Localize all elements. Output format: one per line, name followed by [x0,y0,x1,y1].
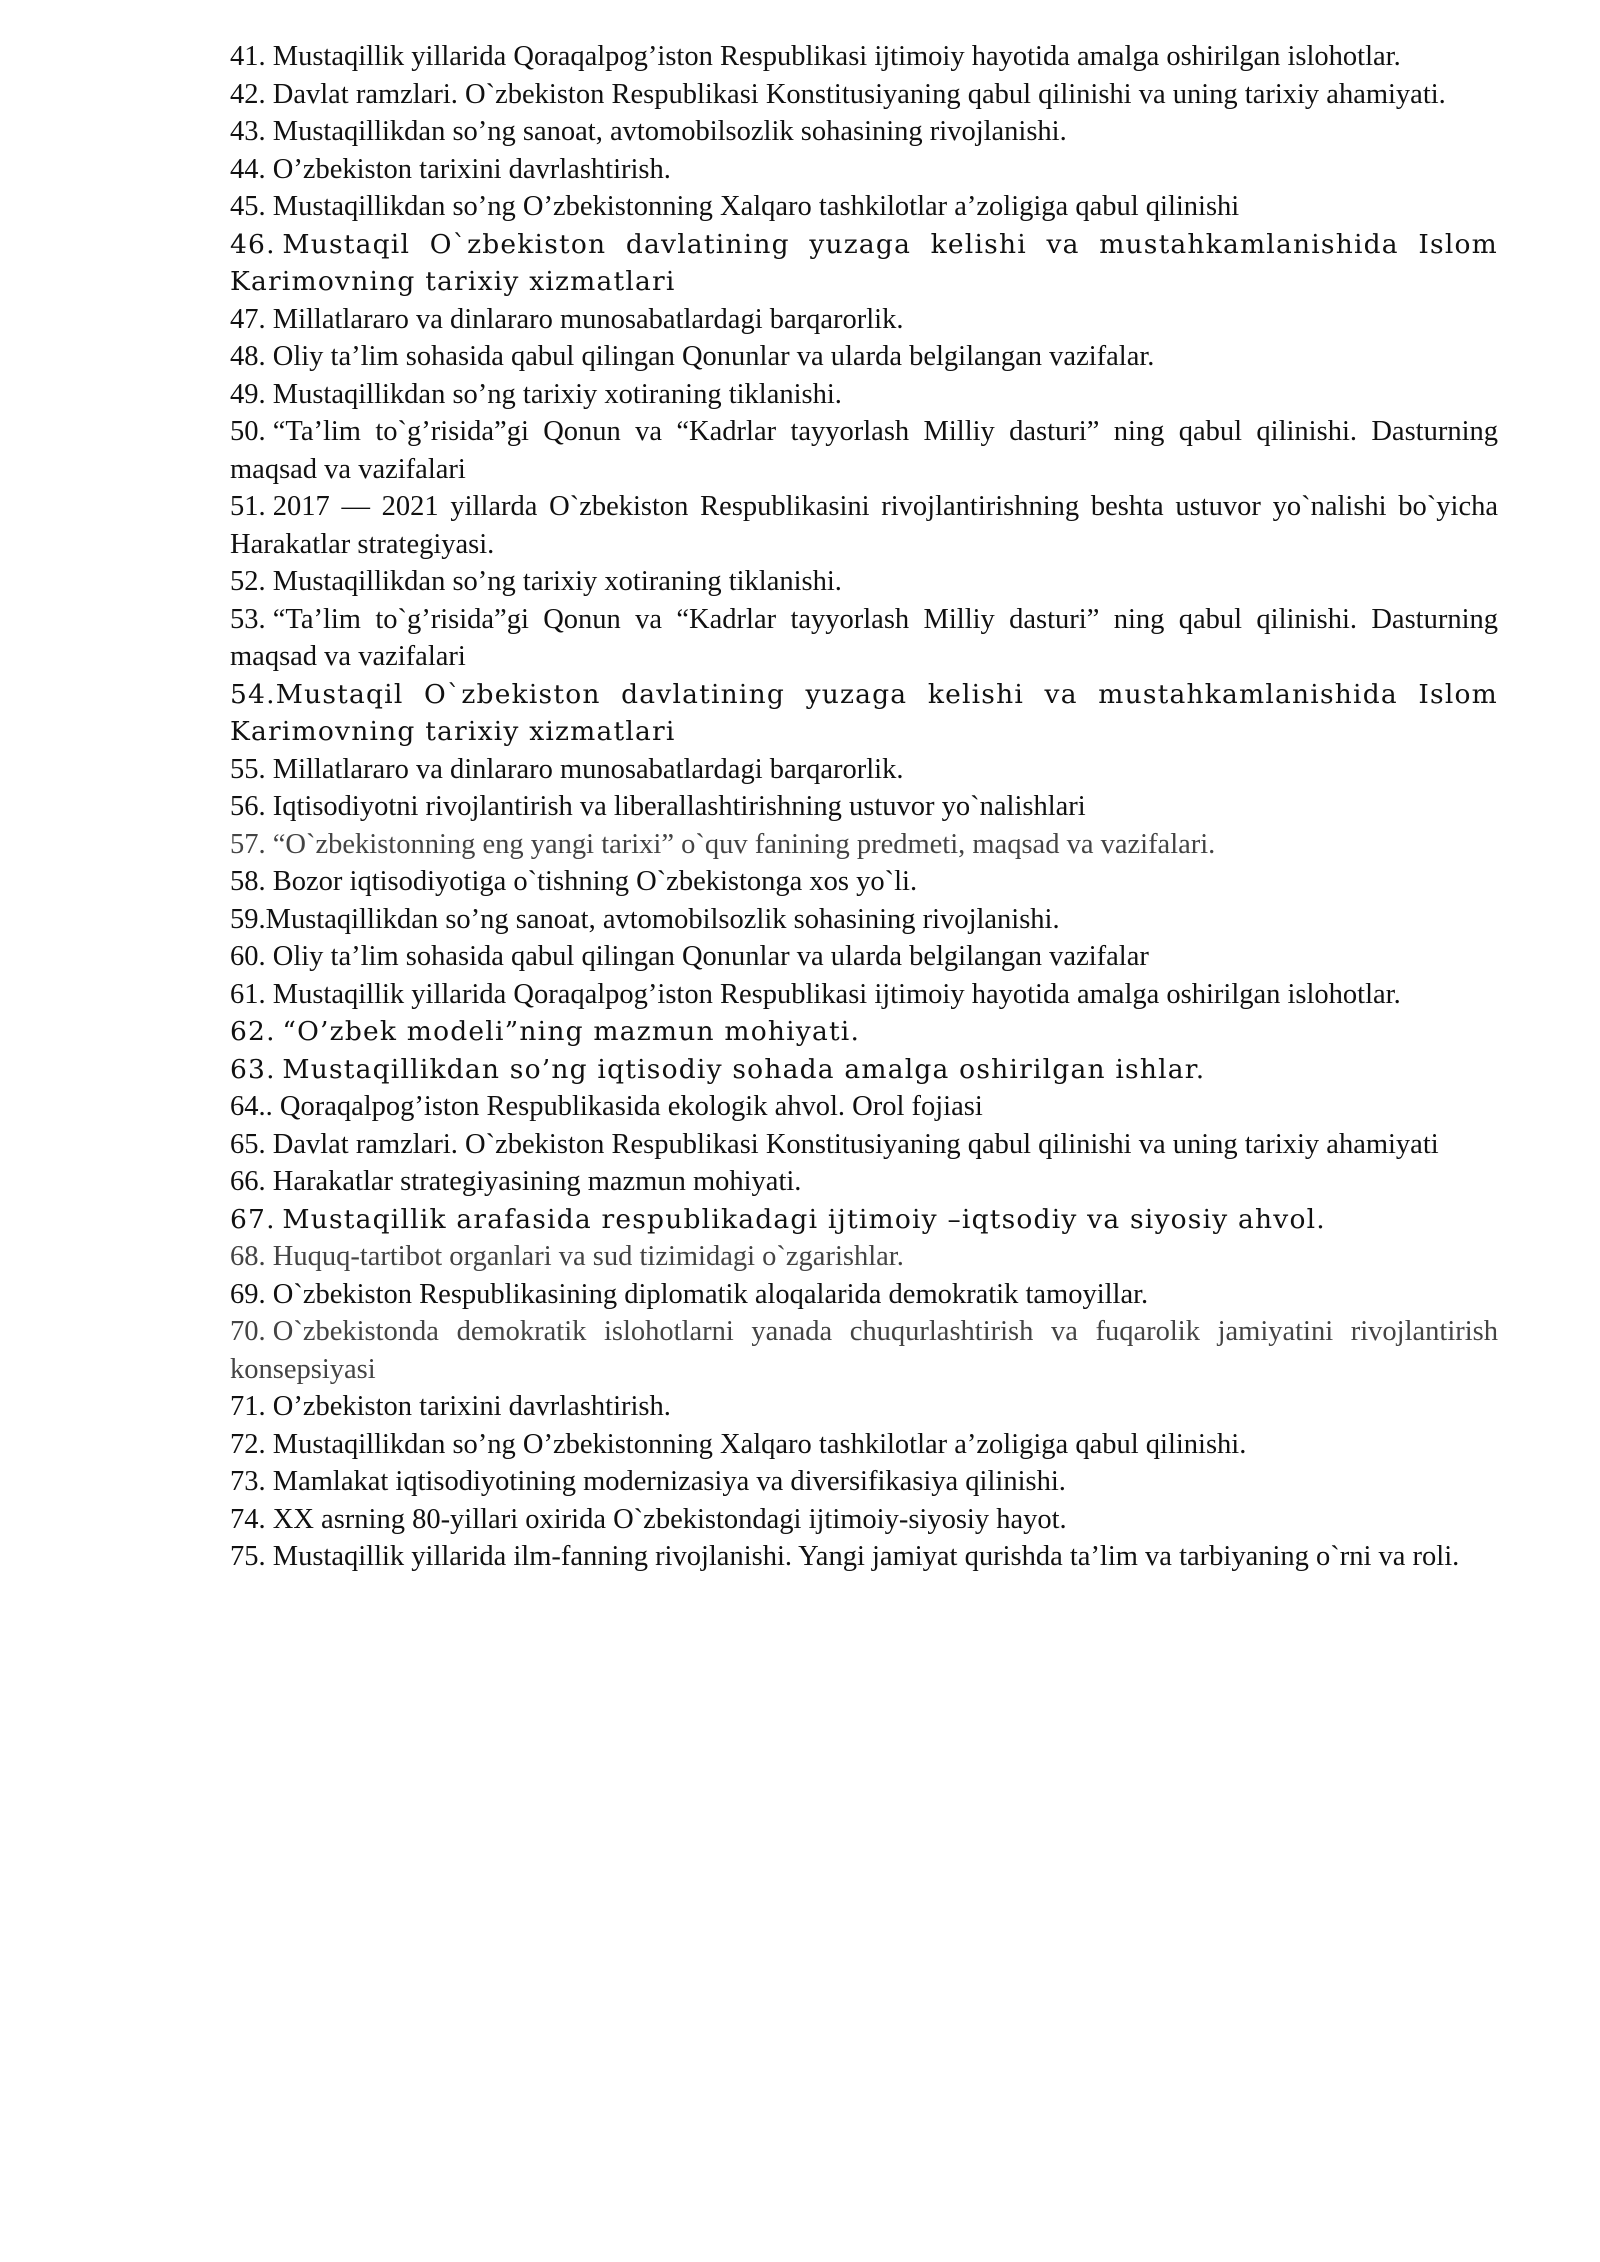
item-text: Mamlakat iqtisodiyotining modernizasiya va diversifikasiya qilinishi. [272,1466,1066,1497]
list-item [230,1201,1498,1239]
item-number: 48. [230,341,266,372]
list-item [230,1276,1498,1314]
item-text: Qoraqalpog’iston Respublikasida ekologik ahvol. Orol fojiasi [279,1091,983,1122]
item-number: 75. [230,1541,266,1572]
item-number: 49. [230,378,266,410]
list-item [230,1463,1498,1501]
item-text: Mustaqillikdan so’ng tarixiy xotiraning tiklanishi. [272,378,842,410]
item-text: O`zbekiston Respublikasining diplomatik aloqalarida demokratik tamoyillar. [272,1278,1149,1310]
item-text: Millatlararo va dinlararo munosabatlardagi barqarorlik. [272,303,904,335]
item-number: 61. [230,978,266,1010]
item-number: 63. [230,1053,276,1085]
item-number: 47. [230,303,266,335]
item-number: 69. [230,1278,266,1310]
item-number: 45. [230,191,266,222]
item-text: “O’zbek modeli”ning mazmun mohiyati. [282,1016,861,1047]
list-item [230,563,1498,601]
item-number: 66. [230,1166,266,1197]
list-item [230,113,1498,151]
item-text: Millatlararo va dinlararo munosabatlardagi barqarorlik. [272,753,904,785]
list-item [230,1238,1498,1276]
item-number: 74. [230,1503,266,1535]
item-number: 65. [230,1128,266,1160]
question-list [230,38,1498,1576]
item-text: 2017 — 2021 yillarda O`zbekiston Respublikasini rivojlantirishning beshta ustuvor yo`nalishi bo`yicha Harakatlar strategiyasi. [230,491,1498,560]
list-item [230,863,1498,901]
list-item [230,338,1498,376]
item-text: Harakatlar strategiyasining mazmun mohiyati. [272,1166,802,1197]
item-text: Huquq-tartibot organlari va sud tizimidagi o`zgarishlar. [272,1241,904,1272]
item-text: Mustaqil O`zbekiston davlatining yuzaga kelishi va mustahkamlanishida Islom Karimovning tarixiy xizmatlari [230,228,1498,297]
list-item [230,76,1498,114]
item-number: 52. [230,566,266,597]
item-number: 41. [230,41,266,72]
item-number: 60. [230,941,266,972]
list-item [230,601,1498,676]
item-number: 62. [230,1016,276,1047]
list-item [230,826,1498,864]
list-item [230,488,1498,563]
item-number: 43. [230,116,266,147]
list-item [230,151,1498,189]
item-text: Mustaqillik yillarida Qoraqalpog’iston Respublikasi ijtimoiy hayotida amalga oshirilgan islohotlar. [272,41,1401,72]
item-number: 73. [230,1466,266,1497]
item-text: O’zbekiston tarixini davrlashtirish. [272,153,671,185]
item-text: Mustaqillikdan so’ng iqtisodiy sohada amalga oshirilgan ishlar. [282,1053,1206,1085]
item-text: Mustaqillikdan so’ng O’zbekistonning Xalqaro tashkilotlar a’zoligiga qabul qilinishi [272,191,1240,222]
item-text: Mustaqillikdan so’ng O’zbekistonning Xalqaro tashkilotlar a’zoligiga qabul qilinishi. [272,1428,1247,1460]
item-text: Iqtisodiyotni rivojlantirish va liberallashtirishning ustuvor yo`nalishlari [272,791,1086,822]
item-number: 59. [230,903,266,935]
item-text: Davlat ramzlari. O`zbekiston Respublikasi Konstitusiyaning qabul qilinishi va uning tarixiy ahamiyati [272,1128,1439,1160]
item-text: “Ta’lim to`g’risida”gi Qonun va “Kadrlar tayyorlash Milliy dasturi” ning qabul qilinishi. Dasturning maqsad va vazifalari [230,416,1498,485]
list-item [230,676,1498,751]
item-text: Oliy ta’lim sohasida qabul qilingan Qonunlar va ularda belgilangan vazifalar. [272,341,1155,372]
item-text: Mustaqil O`zbekiston davlatining yuzaga kelishi va mustahkamlanishida Islom Karimovning tarixiy xizmatlari [230,678,1498,747]
item-number: 55. [230,753,266,785]
list-item [230,976,1498,1014]
item-number: 64.. [230,1091,273,1122]
list-item [230,1163,1498,1201]
list-item [230,376,1498,414]
item-text: Mustaqillikdan so’ng sanoat, avtomobilsozlik sohasining rivojlanishi. [265,903,1060,935]
item-text: Mustaqillikdan so’ng tarixiy xotiraning tiklanishi. [272,566,842,597]
item-number: 53. [230,603,266,635]
list-item [230,788,1498,826]
list-item [230,226,1498,301]
item-text: Davlat ramzlari. O`zbekiston Respublikasi Konstitusiyaning qabul qilinishi va uning tarixiy ahamiyati. [272,78,1446,110]
list-item [230,1426,1498,1464]
item-number: 56. [230,791,266,822]
item-text: Bozor iqtisodiyotiga o`tishning O`zbekistonga xos yo`li. [272,866,918,897]
item-number: 67. [230,1203,276,1235]
item-number: 70. [230,1316,266,1347]
list-item [230,1126,1498,1164]
item-text: “O`zbekistonning eng yangi tarixi” o`quv fanining predmeti, maqsad va vazifalari. [272,828,1216,860]
item-text: O`zbekistonda demokratik islohotlarni yanada chuqurlashtirish va fuqarolik jamiyatini rivojlantirish konsepsiyasi [230,1316,1498,1385]
item-text: Mustaqillik yillarida ilm-fanning rivojlanishi. Yangi jamiyat qurishda ta’lim va tarbiyaning o`rni va roli. [272,1541,1460,1572]
list-item [230,938,1498,976]
item-text: Mustaqillikdan so’ng sanoat, avtomobilsozlik sohasining rivojlanishi. [272,116,1067,147]
list-item [230,1388,1498,1426]
list-item [230,751,1498,789]
item-number: 72. [230,1428,266,1460]
item-number: 44. [230,153,266,185]
item-number: 58. [230,866,266,897]
list-item [230,1088,1498,1126]
list-item [230,188,1498,226]
item-text: Mustaqillik arafasida respublikadagi ijtimoiy –iqtsodiy va siyosiy ahvol. [282,1203,1326,1235]
item-number: 57. [230,828,266,860]
list-item [230,38,1498,76]
list-item [230,1501,1498,1539]
list-item [230,1538,1498,1576]
list-item [230,1051,1498,1089]
item-number: 68. [230,1241,266,1272]
list-item [230,413,1498,488]
item-number: 51. [230,491,266,522]
item-text: XX asrning 80-yillari oxirida O`zbekistondagi ijtimoiy-siyosiy hayot. [272,1503,1067,1535]
item-text: Mustaqillik yillarida Qoraqalpog’iston Respublikasi ijtimoiy hayotida amalga oshirilgan islohotlar. [272,978,1401,1010]
item-text: O’zbekiston tarixini davrlashtirish. [272,1391,671,1422]
item-number: 71. [230,1391,266,1422]
item-text: Oliy ta’lim sohasida qabul qilingan Qonunlar va ularda belgilangan vazifalar [272,941,1149,972]
item-text: “Ta’lim to`g’risida”gi Qonun va “Kadrlar tayyorlash Milliy dasturi” ning qabul qilinishi. Dasturning maqsad va vazifalari [230,603,1498,672]
list-item [230,301,1498,339]
item-number: 54. [230,678,276,710]
item-number: 46. [230,228,276,260]
list-item [230,1313,1498,1388]
item-number: 42. [230,78,266,110]
list-item [230,901,1498,939]
list-item [230,1013,1498,1051]
item-number: 50. [230,416,266,447]
